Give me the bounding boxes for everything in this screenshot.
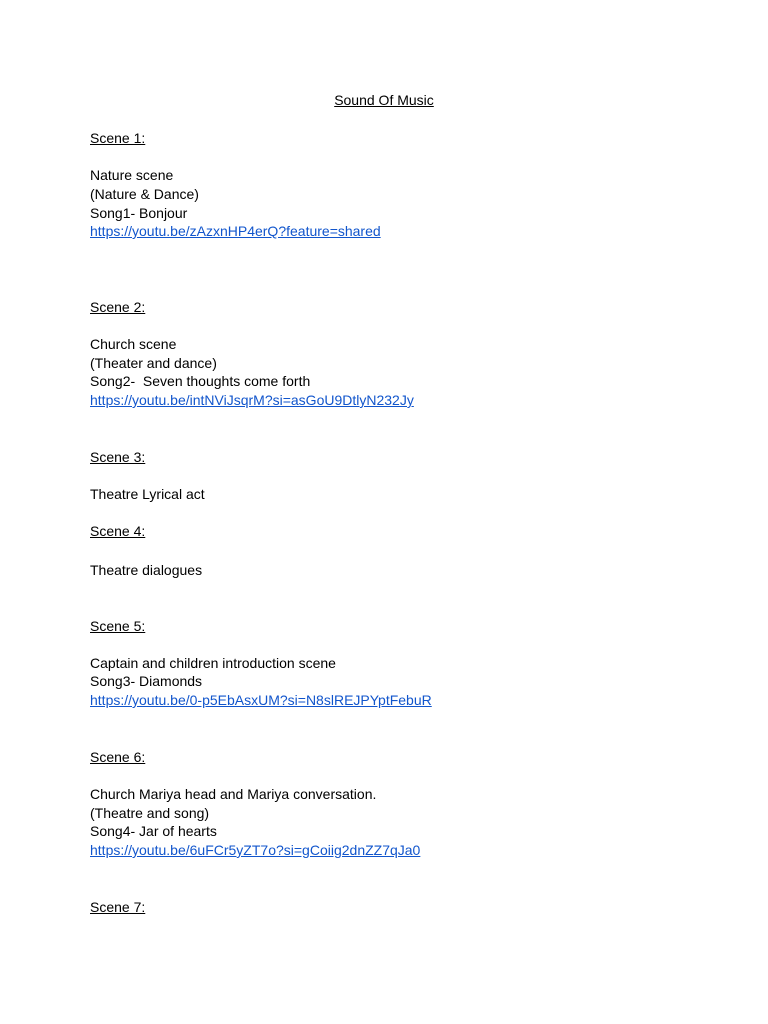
- scene-6-line-1: Church Mariya head and Mariya conversation.: [90, 786, 377, 802]
- scene-2-line-2: (Theater and dance): [90, 355, 217, 371]
- scene-2-line-1: Church scene: [90, 336, 177, 352]
- scene-1-song-link[interactable]: https://youtu.be/zAzxnHP4erQ?feature=shared: [90, 223, 381, 239]
- scene-2-heading: Scene 2:: [90, 299, 146, 315]
- scene-6-line-2: (Theatre and song): [90, 805, 210, 821]
- scene-6-heading: Scene 6:: [90, 749, 146, 765]
- scene-1-line-2: (Nature & Dance): [90, 186, 199, 202]
- scene-3-heading: Scene 3:: [90, 449, 146, 465]
- scene-1-line-3: Song1- Bonjour: [90, 205, 188, 221]
- scene-5-song-link[interactable]: https://youtu.be/0-p5EbAsxUM?si=N8slREJPYptFebuR: [90, 692, 432, 708]
- scene-6-song-link[interactable]: https://youtu.be/6uFCr5yZT7o?si=gCoiig2dnZZ7qJa0: [90, 842, 421, 858]
- scene-5-line-1: Captain and children introduction scene: [90, 655, 336, 671]
- scene-1-line-1: Nature scene: [90, 167, 174, 183]
- scene-4-heading: Scene 4:: [90, 523, 146, 539]
- scene-6-line-3: Song4- Jar of hearts: [90, 823, 217, 839]
- scene-4-line-1: Theatre dialogues: [90, 562, 203, 578]
- scene-2-song-link[interactable]: https://youtu.be/intNViJsqrM?si=asGoU9DtlyN232Jy: [90, 392, 414, 408]
- document-title: Sound Of Music: [334, 92, 434, 108]
- scene-7-heading: Scene 7:: [90, 899, 146, 915]
- scene-5-line-2: Song3- Diamonds: [90, 673, 203, 689]
- scene-1-heading: Scene 1:: [90, 130, 146, 146]
- scene-3-line-1: Theatre Lyrical act: [90, 486, 205, 502]
- scene-5-heading: Scene 5:: [90, 618, 146, 634]
- scene-2-line-3: Song2- Seven thoughts come forth: [90, 373, 311, 389]
